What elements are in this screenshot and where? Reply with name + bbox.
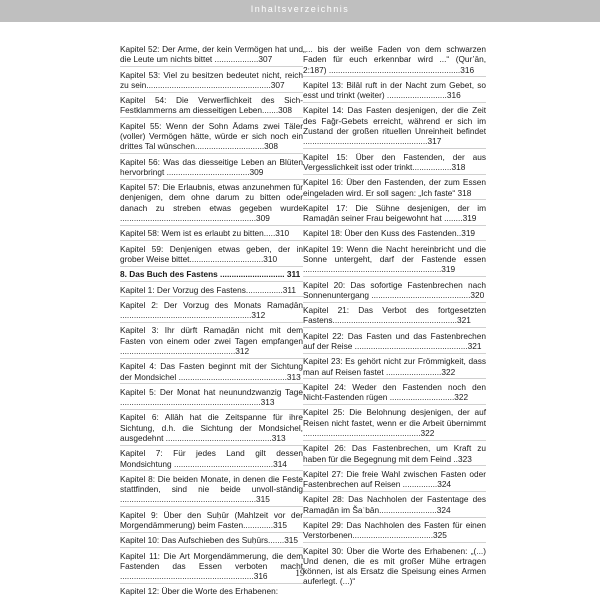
toc-entry[interactable]: Kapitel 59: Denjenigen etwas geben, der in grober Weise bittet................................310 [120, 244, 303, 267]
toc-entry[interactable]: Kapitel 6: Allāh hat die Zeitspanne für ihre Sichtung, d.h. die Sichtung der Mondsichel, ausgedehnt ..............................................313 [120, 412, 303, 445]
toc-entry[interactable]: Kapitel 10: Das Aufschieben des Suḥūrs.......315 [120, 535, 303, 548]
toc-entry[interactable]: Kapitel 7: Für jedes Land gilt dessen Mondsichtung ...........................................314 [120, 448, 303, 471]
toc-entry[interactable]: Kapitel 57: Die Erlaubnis, etwas anzunehmen für denjenigen, dem ohne darum zu bitten oder danach zu streben etwas gegeben wurde ...........................................................309 [120, 182, 303, 226]
toc-entry[interactable]: Kapitel 12: Über die Worte des Erhabenen: [120, 586, 279, 597]
toc-entry[interactable]: Kapitel 11: Die Art Morgendämmerung, die dem Fastenden das Essen verboten macht ..........................................................316 [120, 551, 303, 584]
header-title: Inhaltsverzeichnis [250, 4, 350, 14]
toc-entry[interactable]: Kapitel 18: Über den Kuss des Fastenden..319 [303, 228, 486, 241]
toc-entry[interactable]: Kapitel 27: Die freie Wahl zwischen Fasten oder Fastenbrechen auf Reisen ...............324 [303, 469, 486, 492]
toc-entry[interactable]: Kapitel 4: Das Fasten beginnt mit der Sichtung der Mondsichel ...............................................313 [120, 361, 303, 384]
toc-entry[interactable]: Kapitel 9: Über den Suḥūr (Mahlzeit vor der Morgendämmerung) beim Fasten.............315 [120, 510, 303, 533]
toc-entry[interactable]: Kapitel 58: Wem ist es erlaubt zu bitten.....310 [120, 228, 303, 241]
toc-entry[interactable]: Kapitel 20: Das sofortige Fastenbrechen nach Sonnenuntergang ...........................................320 [303, 280, 486, 303]
toc-entry[interactable]: Kapitel 56: Was das diesseitige Leben an Blüten hervorbringt ....................................309 [120, 157, 303, 180]
toc-entry[interactable]: Kapitel 17: Die Sühne desjenigen, der im Ramaḍān seiner Frau beigewohnt hat ........319 [303, 203, 486, 226]
toc-left-column [120, 44, 303, 601]
toc-entry[interactable]: Kapitel 23: Es gehört nicht zur Frömmigkeit, dass man auf Reisen fastet ........................322 [303, 356, 486, 379]
toc-entry[interactable]: Kapitel 22: Das Fasten und das Fastenbrechen auf der Reise .................................................321 [303, 331, 486, 354]
toc-section-heading[interactable]: 8. Das Buch des Fastens ............................ 311 [120, 269, 303, 282]
toc-entry[interactable]: Kapitel 15: Über den Fastenden, der aus Vergesslichkeit isst oder trinkt.................318 [303, 152, 486, 175]
toc-entry[interactable]: Kapitel 5: Der Monat hat neunundzwanzig Tage .............................................................313 [120, 387, 303, 410]
toc-entry[interactable]: Kapitel 26: Das Fastenbrechen, um Kraft zu haben für die Begegnung mit dem Feind ..323 [303, 443, 486, 466]
toc-entry[interactable]: Kapitel 8: Die beiden Monate, in denen die Feste stattfinden, sind nie beide unvoll-ständig ...........................................................315 [120, 474, 303, 507]
toc-entry[interactable]: „... bis der weiße Faden von dem schwarzen Faden für euch erkennbar wird ...“ (Qur’ān, 2:187) .........................................................316 [303, 44, 486, 77]
toc-entry[interactable]: Kapitel 19: Wenn die Nacht hereinbricht und die Sonne untergeht, darf der Fastende essen ............................................................319 [303, 244, 486, 277]
toc-entry[interactable]: Kapitel 24: Weder den Fastenden noch den Nicht-Fastenden rügen ............................322 [303, 382, 486, 405]
toc-entry[interactable]: Kapitel 52: Der Arme, der kein Vermögen hat und die Leute um nichts bittet ...................307 [120, 44, 303, 67]
toc-right-column [303, 44, 486, 591]
toc-entry[interactable]: Kapitel 55: Wenn der Sohn Ādams zwei Täler (voller) Vermögen hätte, würde er sich noch ein drittes Tal wünschen..............................308 [120, 121, 303, 154]
toc-entry[interactable]: Kapitel 54: Die Verwerflichkeit des Sich-Festklammerns am diesseitigen Leben.......308 [120, 95, 303, 118]
toc-entry[interactable]: Kapitel 30: Über die Worte des Erhabenen: „(...) Und denen, die es mit großer Mühe ertragen können, ist als Ersatz die Speisung eines Armen auferlegt. (...)“ [303, 545, 486, 587]
toc-entry[interactable]: Kapitel 53: Viel zu besitzen bedeutet nicht, reich zu sein......................................................307 [120, 70, 303, 93]
toc-entry[interactable]: Kapitel 1: Der Vorzug des Fastens................311 [120, 285, 303, 298]
toc-entry[interactable]: Kapitel 28: Das Nachholen der Fastentage des Ramaḍān im Šaʿbān.........................324 [303, 494, 486, 517]
toc-entry[interactable]: Kapitel 13: Bilāl ruft in der Nacht zum Gebet, so esst und trinkt (weiter) ..........................316 [303, 80, 486, 103]
toc-entry[interactable]: Kapitel 3: Ihr dürft Ramaḍān nicht mit dem Fasten von einem oder zwei Tagen empfangen ..................................................312 [120, 325, 303, 358]
page-number: 19 [295, 569, 305, 579]
toc-entry[interactable]: Kapitel 21: Das Verbot des fortgesetzten Fastens......................................................321 [303, 305, 486, 328]
toc-entry[interactable]: Kapitel 14: Das Fasten desjenigen, der die Zeit des Faǧr-Gebets erreicht, während er sich im Zustand der großen rituellen Unreinheit befindet ......................................................317 [303, 105, 486, 149]
toc-entry[interactable]: Kapitel 16: Über den Fastenden, der zum Essen eingeladen wird. Er soll sagen: „Ich faste“ 318 [303, 177, 486, 200]
toc-entry[interactable]: Kapitel 29: Das Nachholen des Fasten für einen Verstorbenen...................................325 [303, 520, 486, 543]
toc-entry[interactable]: Kapitel 25: Die Belohnung desjenigen, der auf Reisen nicht fastet, wenn er die Arbeit übernimmt ...................................................322 [303, 407, 486, 440]
header-band [0, 0, 600, 22]
toc-entry[interactable]: Kapitel 2: Der Vorzug des Monats Ramaḍān .........................................................312 [120, 300, 303, 323]
